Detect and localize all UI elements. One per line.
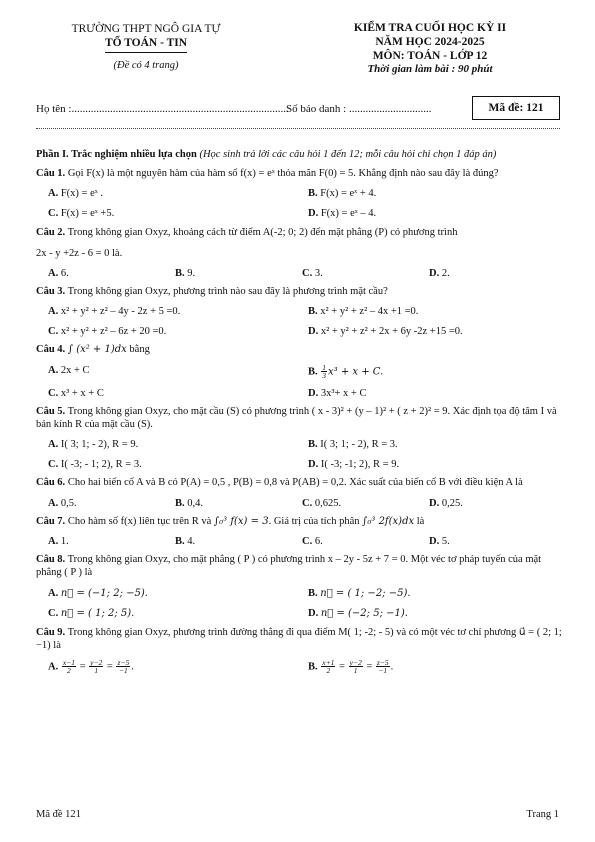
question-label: Câu 5. [36, 405, 66, 417]
question-label: Câu 1. [36, 168, 66, 180]
question-label: Câu 8. [36, 554, 66, 566]
integral-asked: ∫₀³ 2f(x)dx [362, 515, 415, 527]
subject: MÔN: TOÁN - LỚP 12 [372, 49, 488, 62]
question-5 [36, 405, 568, 472]
option-d: D. 5. [429, 536, 450, 548]
exam-code-box: Mã đề: 121 [472, 96, 560, 120]
question-label: Câu 6. [36, 477, 66, 489]
question-1 [36, 167, 568, 220]
pages-note: (Đề có 4 trang) [113, 59, 179, 71]
footer-page-number: Trang 1 [526, 809, 559, 820]
student-id-field: Số báo danh : .............................. [286, 103, 432, 115]
option-b: B. x² + y² + z² – 4x +1 =0. [308, 306, 419, 317]
header-left [36, 22, 256, 72]
option-b: B. n⃗ = ( 1; −2; −5). [308, 587, 411, 599]
section-heading: Phần I. Trắc nghiệm nhiều lựa chọn [36, 149, 197, 160]
question-stem: Cho hai biến cố A và B có P(A) = 0,5 , P(B) = 0,8 và P(AB) = 0,2. Xác suất của biến cố B với điều kiện A là [67, 477, 523, 489]
department-name: TỔ TOÁN - TIN [105, 36, 187, 52]
option-d: D. 3x³+ x + C [308, 387, 367, 399]
question-3 [36, 285, 568, 338]
question-label: Câu 2. [36, 226, 66, 238]
option-b: B. $\frac{1}{3}$ x³ + x + C. [308, 362, 384, 381]
option-c: C. 0,625. [302, 497, 342, 509]
option-d: D. F(x) = eˣ – 4. [308, 208, 377, 220]
option-a: A. 2x + C [48, 364, 90, 376]
footer-exam-code: Mã đề 121 [36, 809, 81, 820]
question-stem: Trong không gian Oxyz, cho mặt phẳng ( P ) có phương trình x – 2y - 5z + 7 = 0. Một véc tơ pháp tuyến của mặt phẳng ( P ) là [36, 554, 542, 579]
option-a: A. x² + y² + z² – 4y - 2z + 5 =0. [48, 306, 181, 317]
option-a: A. 0,5. [48, 497, 77, 509]
option-d: D. I( -3; -1; 2), R = 9. [308, 459, 400, 471]
question-8 [36, 553, 568, 620]
question-4 [36, 343, 568, 400]
option-c: C. n⃗ = ( 1; 2; 5). [48, 608, 135, 619]
option-c: C. x² + y² + z² – 6z + 20 =0. [48, 326, 167, 338]
option-a: A. $\frac{x-1}{2}$ = $\frac{y-2}{1}$ = $\frac{z-5}{-1}$ . [48, 657, 134, 676]
question-9 [36, 626, 568, 675]
question-stem: Trong không gian Oxyz, phương trình đường thẳng đi qua điểm M( 1; -2; - 5) và có một véc tơ chỉ phương u⃗ = ( 2; 1; −1) là [36, 626, 562, 651]
option-b: B. 4. [175, 536, 196, 548]
question-label: Câu 9. [36, 626, 66, 638]
option-a: A. 6. [48, 267, 69, 279]
option-b: B. 0,4. [175, 497, 204, 509]
option-a: A. I( 3; 1; - 2), R = 9. [48, 439, 139, 451]
section-instructions: (Học sinh trả lời các câu hỏi 1 đến 12; mỗi câu hỏi chỉ chọn 1 đáp án) [199, 149, 497, 160]
question-stem: Trong không gian Oxyz, phương trình nào sau đây là phương trình mặt cầu? [67, 285, 388, 297]
question-7: Câu 7. Cho hàm số f(x) liên tục trên R và ∫₀³ f(x) = 3. Giá trị của tích phân ∫₀³ 2f(x)dx là A. 1. B. 4. C. 6. D. 5. [36, 515, 568, 549]
question-2 [36, 226, 568, 280]
option-c: C. F(x) = eˣ +5. [48, 208, 115, 220]
integral-expression: ∫ (x² + 1)dx [67, 344, 127, 356]
integral-given: ∫₀³ f(x) = 3 [213, 515, 269, 527]
option-c: C. 3. [302, 267, 323, 279]
exam-content [36, 148, 568, 680]
option-b: B. 9. [175, 267, 196, 279]
option-d: D. n⃗ = (−2; 5; −1). [308, 608, 408, 619]
school-year: NĂM HỌC 2024-2025 [375, 35, 485, 48]
question-stem: Gọi F(x) là một nguyên hàm của hàm số f(x) = eˣ thỏa mãn F(0) = 5. Khẳng định nào sau đây là đúng? [67, 168, 499, 180]
exam-time: Thời gian làm bài : 90 phút [367, 63, 493, 76]
option-a: A. 1. [48, 536, 69, 548]
option-b: B. F(x) = eˣ + 4. [308, 188, 377, 200]
student-name-field: Họ tên :............................................................................... [36, 103, 289, 115]
question-label: Câu 3. [36, 285, 66, 297]
header-right [300, 22, 560, 77]
exam-title: KIỂM TRA CUỐI HỌC KỲ II [353, 22, 507, 34]
option-d: D. x² + y² + z² + 2x + 6y -2z +15 =0. [308, 326, 463, 338]
option-c: C. x³ + x + C [48, 387, 104, 399]
fraction-one-third: $\frac{1}{3}$ [322, 362, 327, 381]
question-stem-line2: 2x - y +2z - 6 = 0 là. [36, 247, 123, 259]
question-stem: Trong không gian Oxyz, cho mặt cầu (S) có phương trình ( x - 3)² + (y – 1)² + ( z + 2)² = 9. Xác định tọa độ tâm I và bán kính R của mặt cầu (S). [36, 405, 557, 430]
section-title [36, 148, 568, 161]
question-label: Câu 4. [36, 344, 66, 356]
option-b: B. $\frac{x+1}{2}$ = $\frac{y-2}{1}$ = $\frac{z-5}{-1}$ . [308, 657, 394, 676]
option-a: A. F(x) = eˣ . [48, 188, 104, 200]
question-label: Câu 7. [36, 515, 66, 527]
school-name: TRƯỜNG THPT NGÔ GIA TỰ [71, 23, 221, 35]
question-stem: Trong không gian Oxyz, khoảng cách từ điểm A(-2; 0; 2) đến mặt phẳng (P) có phương trình [67, 226, 458, 238]
student-info-row [36, 96, 560, 122]
option-d: D. 2. [429, 267, 450, 279]
option-c: C. 6. [302, 536, 323, 548]
option-d: D. 0,25. [429, 497, 463, 509]
header-divider [36, 128, 560, 129]
question-stem: bằng [129, 344, 150, 356]
option-a: A. n⃗ = (−1; 2; −5). [48, 587, 148, 599]
option-b: B. I( 3; 1; - 2), R = 3. [308, 439, 398, 451]
option-c: C. I( -3; - 1; 2), R = 3. [48, 459, 142, 471]
question-6 [36, 476, 568, 509]
